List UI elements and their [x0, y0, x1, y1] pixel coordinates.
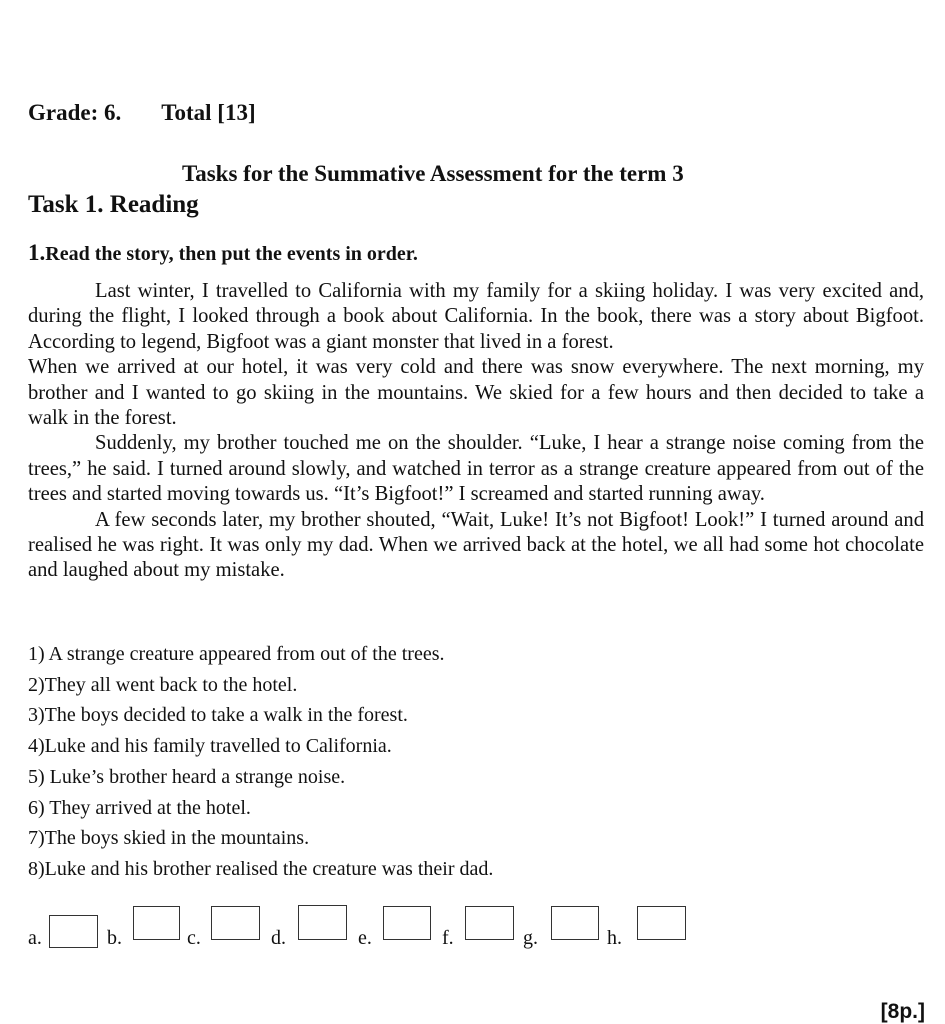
answer-box-d[interactable]	[298, 905, 347, 940]
answer-letter: e.	[358, 927, 372, 949]
grade-label: Grade: 6.	[28, 100, 122, 125]
answer-box-c[interactable]	[211, 906, 260, 940]
story-paragraph: When we arrived at our hotel, it was very cold and there was snow everywhere. The next morning, my brother and I wanted to go skiing in the mountains. We skied for a few hours and then decided to take a walk in the forest.	[28, 356, 924, 430]
answer-letter: d.	[271, 927, 286, 949]
instruction	[28, 240, 418, 266]
page-title: Tasks for the Summative Assessment for the term 3	[182, 161, 684, 186]
total-score: Total [13]	[161, 100, 256, 125]
answer-box-b[interactable]	[133, 906, 180, 940]
points-label: [8p.]	[880, 1000, 925, 1023]
event-item: 3)The boys decided to take a walk in the forest.	[28, 704, 408, 727]
story-paragraph: Suddenly, my brother touched me on the shoulder. “Luke, I hear a strange noise coming from the trees,” he said. I turned around slowly, and watched in terror as a strange creature appeared from out of the trees and started moving towards us. “It’s Bigfoot!” I screamed and started running away.	[28, 432, 924, 506]
answer-row	[28, 904, 748, 954]
event-item: 8)Luke and his brother realised the creature was their dad.	[28, 857, 494, 880]
instruction-text: Read the story, then put the events in order.	[45, 243, 418, 265]
answer-letter: c.	[187, 927, 201, 949]
event-item: 1) A strange creature appeared from out of the trees.	[28, 643, 445, 665]
answer-box-a[interactable]	[49, 915, 98, 948]
answer-letter: b.	[107, 927, 122, 949]
answer-letter: g.	[523, 927, 538, 949]
event-item: 7)The boys skied in the mountains.	[28, 827, 310, 850]
answer-letter: f.	[442, 927, 454, 949]
event-item: 5) Luke’s brother heard a strange noise.	[28, 765, 346, 788]
story-text	[28, 279, 924, 584]
answer-box-g[interactable]	[551, 906, 599, 940]
event-item: 4)Luke and his family travelled to California.	[28, 735, 392, 758]
instruction-number: 1.	[28, 240, 46, 265]
task-title: Task 1. Reading	[28, 191, 199, 218]
header	[28, 100, 256, 126]
events-list	[28, 639, 493, 885]
answer-box-h[interactable]	[637, 906, 686, 940]
answer-box-f[interactable]	[465, 906, 514, 940]
answer-letter: h.	[607, 927, 622, 949]
event-item: 2)They all went back to the hotel.	[28, 673, 298, 696]
story-paragraph: Last winter, I travelled to California with my family for a skiing holiday. I was very excited and, during the flight, I looked through a book about California. In the book, there was a story about Bigfoot. According to legend, Bigfoot was a giant monster that lived in a forest.	[28, 280, 924, 353]
story-paragraph: A few seconds later, my brother shouted, “Wait, Luke! It’s not Bigfoot! Look!” I turned around and realised he was right. It was only my dad. When we arrived back at the hotel, we all had some hot chocolate and laughed about my mistake.	[28, 508, 924, 582]
answer-letter: a.	[28, 927, 42, 949]
event-item: 6) They arrived at the hotel.	[28, 796, 251, 819]
answer-box-e[interactable]	[383, 906, 431, 940]
